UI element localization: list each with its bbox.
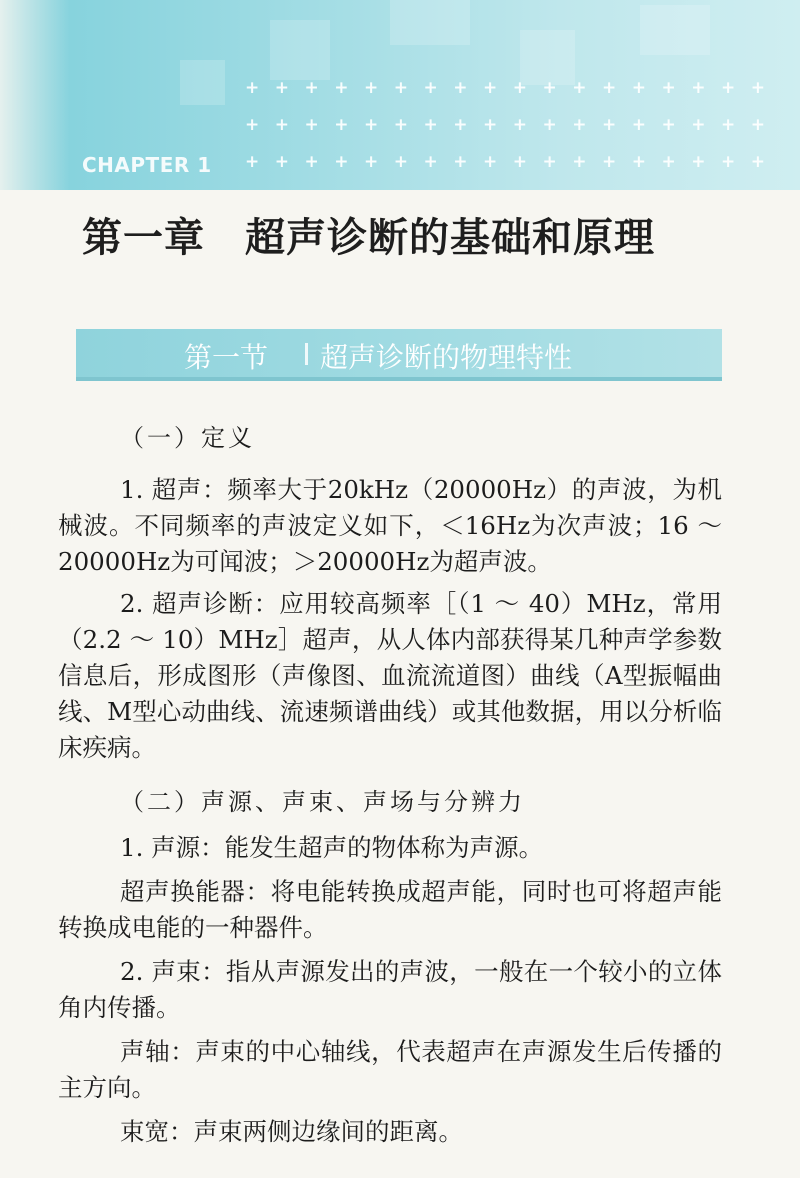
decorative-square bbox=[180, 60, 225, 105]
decorative-square bbox=[640, 5, 710, 55]
paragraph: 声轴：声束的中心轴线，代表超声在声源发生后传播的主方向。 bbox=[58, 1037, 722, 1102]
paragraph: 束宽：声束两侧边缘间的距离。 bbox=[120, 1117, 463, 1146]
subheading-definition: （一）定义 bbox=[120, 424, 255, 452]
paragraph: 2. 声束：指从声源发出的声波，一般在一个较小的立体角内传播。 bbox=[58, 957, 722, 1022]
chapter-title bbox=[82, 206, 655, 263]
decorative-square bbox=[270, 20, 330, 80]
section-title: 超声诊断的物理特性 bbox=[320, 341, 573, 374]
decorative-square bbox=[520, 30, 575, 85]
section-banner bbox=[76, 329, 722, 381]
chapter-label: CHAPTER 1 bbox=[82, 153, 212, 177]
chapter-number: 第一章 bbox=[82, 215, 205, 261]
section-divider bbox=[305, 343, 308, 365]
paragraph: 1. 超声：频率大于20kHz（20000Hz）的声波，为机械波。不同频率的声波定义如下，＜16Hz为次声波；16 ～ 20000Hz为可闻波；＞20000Hz为超声波。 bbox=[58, 475, 722, 576]
subheading-sound-source: （二）声源、声束、声场与分辨力 bbox=[120, 788, 525, 816]
plus-pattern-row: + + + + + + + + + + + + + + + + + + bbox=[245, 78, 765, 98]
section-number: 第一节 bbox=[184, 341, 269, 374]
header-fade bbox=[0, 0, 70, 190]
chapter-header-band bbox=[0, 0, 800, 190]
plus-pattern-row: + + + + + + + + + + + + + + + + + + bbox=[245, 115, 765, 135]
paragraph: 超声换能器：将电能转换成超声能，同时也可将超声能转换成电能的一种器件。 bbox=[58, 877, 722, 942]
chapter-title-text: 超声诊断的基础和原理 bbox=[245, 215, 655, 261]
plus-pattern-row: + + + + + + + + + + + + + + + + + + bbox=[245, 152, 765, 172]
paragraph: 2. 超声诊断：应用较高频率［（1 ～ 40）MHz，常用（2.2 ～ 10）MHz］超声，从人体内部获得某几种声学参数信息后，形成图形（声像图、血流流道图）曲线（A型振幅曲线、M型心动曲线、流速频谱曲线）或其他数据，用以分析临床疾病。 bbox=[58, 589, 722, 762]
body-content bbox=[58, 418, 722, 1150]
decorative-square bbox=[390, 0, 470, 45]
paragraph: 1. 声源：能发生超声的物体称为声源。 bbox=[120, 833, 544, 862]
